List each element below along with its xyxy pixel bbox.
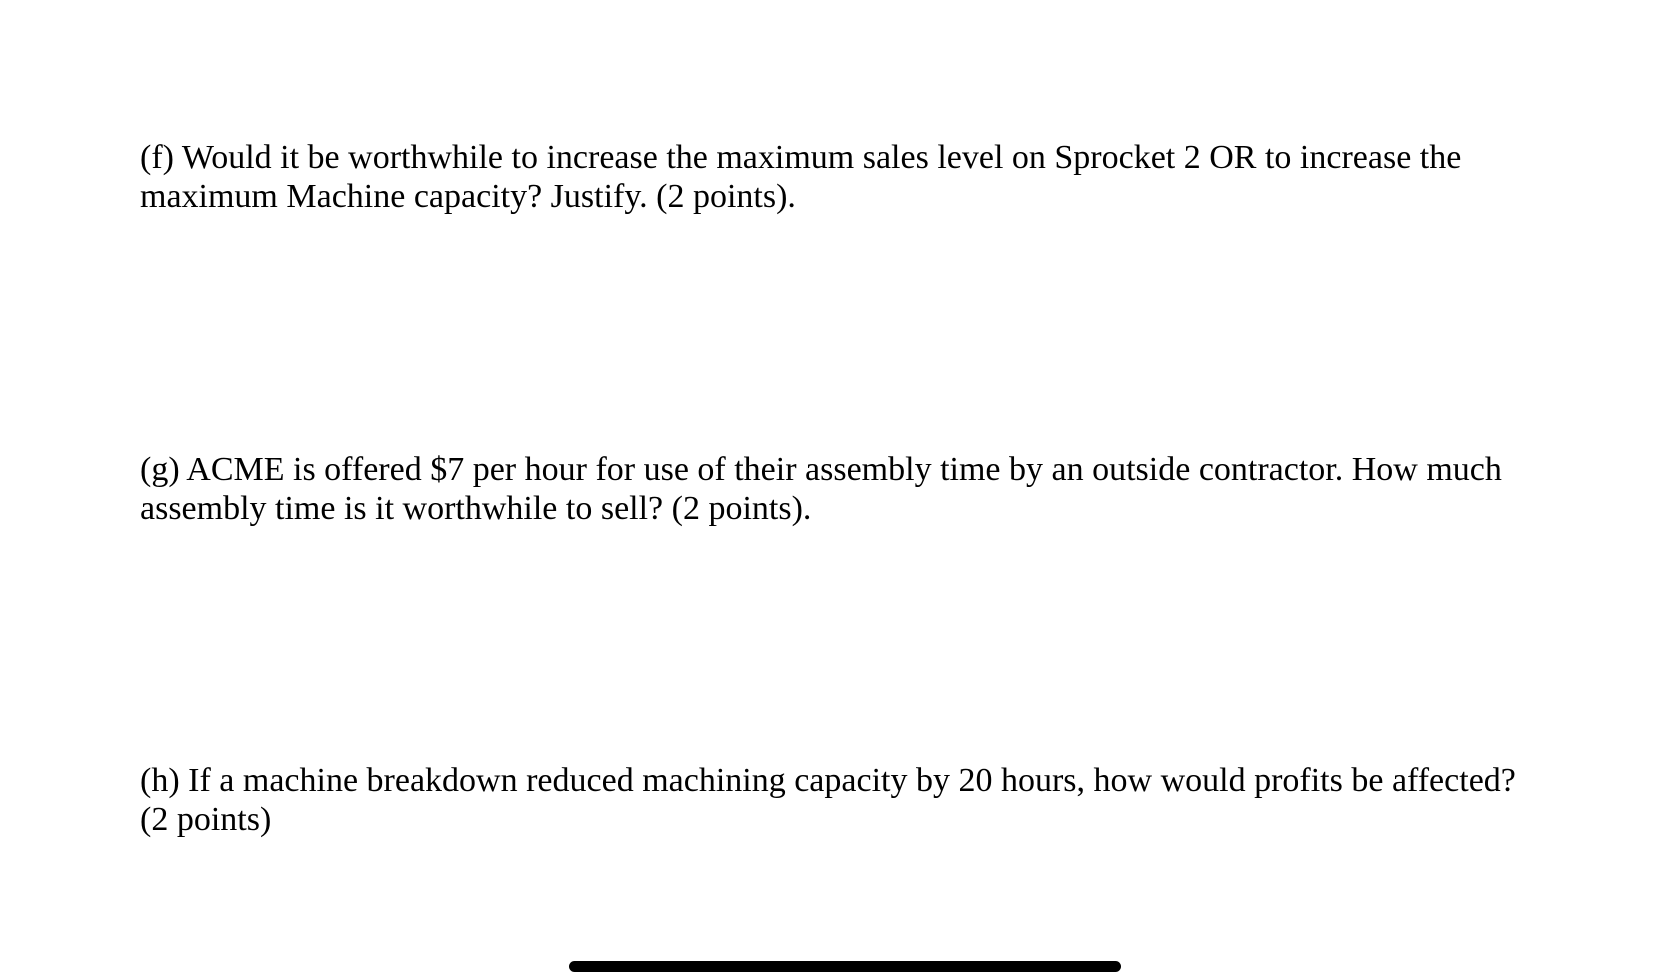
question-f-line-2: maximum Machine capacity? Justify. (2 points).	[140, 178, 796, 215]
home-indicator-bar[interactable]	[569, 961, 1121, 972]
question-h	[140, 761, 1610, 839]
question-h-line-2: (2 points)	[140, 801, 272, 838]
question-g-line-1: (g) ACME is offered $7 per hour for use of their assembly time by an outside contractor. How much	[140, 451, 1502, 488]
question-h-line-1: (h) If a machine breakdown reduced machining capacity by 20 hours, how would profits be affected?	[140, 762, 1516, 799]
question-g-line-2: assembly time is it worthwhile to sell? (2 points).	[140, 490, 812, 527]
question-f	[140, 138, 1610, 216]
question-f-line-1: (f) Would it be worthwhile to increase the maximum sales level on Sprocket 2 OR to increase the	[140, 139, 1462, 176]
question-g	[140, 450, 1610, 528]
